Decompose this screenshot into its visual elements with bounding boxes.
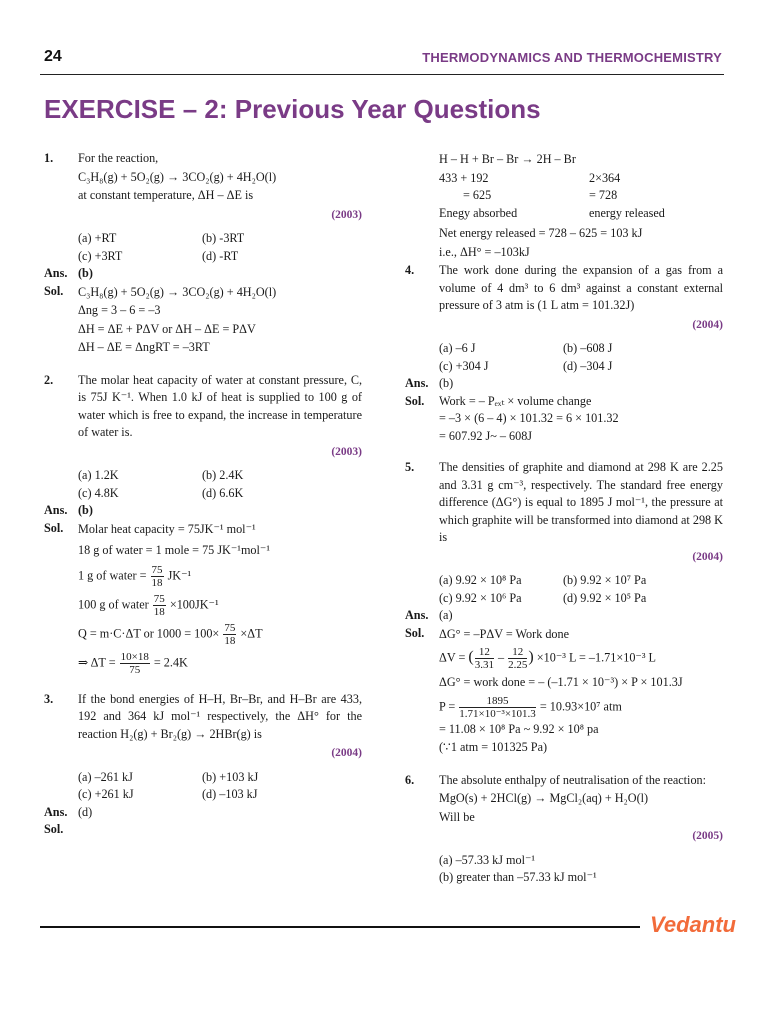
bond-energy-table: 433 + 192 2×364 = 625 = 728 Enegy absorbed energy released [439,170,665,220]
ans-label: Ans. [44,266,68,280]
solution-line: ΔH = ΔE + PΔV or ΔH – ΔE = PΔV [78,321,256,336]
answer: (b) [439,376,454,390]
solution-line: = 11.08 × 10⁸ Pa ~ 9.92 × 10⁸ pa [439,721,599,736]
solution-line: ⇒ ΔT = $\frac{10\times 18}{75}$ = 2.4K [78,650,188,676]
sol-label: Sol. [44,520,64,535]
solution-row [405,625,723,758]
solution-row [405,393,723,446]
question-6 [405,772,723,887]
solution-row [44,520,362,677]
sol-label: Sol. [405,625,425,640]
question-2 [44,372,362,503]
ans-label: Ans. [44,804,68,819]
option-d: (d) –103 kJ [202,787,258,801]
year-tag: (2005) [692,830,723,842]
page-number: 24 [44,48,62,65]
ans-label: Ans. [405,376,429,390]
option-c: (c) 4.8K [78,485,119,500]
solution-line: Δng = 3 – 6 = –3 [78,303,161,317]
option-b: (b) +103 kJ [202,769,259,784]
answer-row [405,607,723,625]
year-tag: (2004) [692,550,723,563]
year-tag: (2003) [331,208,362,221]
reaction-equation: MgO(s) + 2HCl(g) → MgCl₂(aq) + H₂O(l) [439,791,649,805]
options [78,230,362,265]
option-d: (d) -RT [202,248,239,263]
option-b: (b) 2.4K [202,468,244,482]
solution-line: H – H + Br – Br → 2H – Br [439,152,576,166]
option-d: (d) 9.92 × 10⁵ Pa [563,590,647,605]
vedantu-logo: Vedantu [650,912,736,937]
option-c: (c) +304 J [439,358,489,373]
ans-label: Ans. [405,608,429,622]
solution-line: (∵1 atm = 101325 Pa) [439,740,548,754]
solution-line: C₃H₈(g) + 5O₂(g) → 3CO₂(g) + 4H₂O(l) [78,284,277,299]
option-c: (c) 9.92 × 10⁶ Pa [439,590,522,605]
fraction: $\frac{10\times 18}{75}$ [120,650,149,676]
question-5 [405,459,723,607]
year-tag: (2004) [331,747,362,759]
solution-line: P = $\frac{1895}{\text{1.71×10⁻³×101.3}}$ = 10.93×10⁷ atm [439,694,622,720]
question-number: 3. [44,691,54,706]
option-d: (d) –304 J [563,358,613,373]
solution-row [44,821,362,839]
answer-row [44,804,362,822]
right-column [405,150,723,887]
answer-row [405,375,723,393]
answer-row [44,502,362,520]
question-number: 1. [44,151,54,165]
fraction: $\frac{12}{2.25}$ [508,646,528,671]
question-text: at constant temperature, ΔH – ΔE is [78,188,254,202]
footer-divider [40,926,640,928]
option-a: (a) +RT [78,231,117,245]
option-d: (d) 6.6K [202,485,244,500]
question-text: The molar heat capacity of water at constant pressure, C, is 75J K⁻¹. When 1.0 kJ of heat is supplied to 100 g of water which is free to expand, the increase in temperature of water is. [78,372,362,439]
solution-line: ΔH – ΔE = ΔngRT = –3RT [78,340,210,354]
option-a: (a) –261 kJ [78,769,133,784]
answer: (d) [78,804,93,819]
solution-line: i.e., ΔH° = –103kJ [439,244,530,259]
solution-line: Net energy released = 728 – 625 = 103 kJ [439,226,643,240]
solution-line: Molar heat capacity = 75JK⁻¹ mol⁻¹ [78,521,256,536]
fraction: $\frac{1895}{\text{1.71×10⁻³×101.3}}$ [459,694,536,720]
question-number: 2. [44,372,54,387]
options [439,340,723,375]
year-tag: (2004) [692,318,723,331]
chapter-title: THERMODYNAMICS AND THERMOCHEMISTRY [422,50,722,65]
ans-label: Ans. [44,503,68,517]
question-1 [44,150,362,265]
question-text: The absolute enthalpy of neutralisation of the reaction: [439,772,707,787]
answer: (b) [78,266,93,280]
question-3 [44,691,362,804]
header-divider [40,74,724,75]
question-intro: For the reaction, [78,151,159,165]
solution-line: Q = m·C·ΔT or 1000 = 100× $\frac{75}{18}$ ×ΔT [78,621,263,647]
option-b: (b) greater than –57.33 kJ mol⁻¹ [439,870,597,884]
reaction-equation: C₃H₈(g) + 5O₂(g) → 3CO₂(g) + 4H₂O(l) [78,169,277,184]
question-4 [405,262,723,375]
solution-line: ΔG° = –PΔV = Work done [439,626,570,641]
sol-label: Sol. [405,393,425,408]
solution-line: = –3 × (6 – 4) × 101.32 = 6 × 101.32 [439,411,619,425]
solution-line: ΔG° = work done = – (–1.71 × 10⁻³) × P × 101.3J [439,675,683,689]
option-a: (a) 1.2K [78,468,119,482]
answer-row [44,265,362,283]
options [78,769,362,804]
question-text: Will be [439,809,475,824]
year-tag: (2003) [331,445,362,458]
options [439,572,723,607]
solution-line: 18 g of water = 1 mole = 75 JK⁻¹mol⁻¹ [78,543,270,557]
fraction: $\frac{12}{3.31}$ [474,646,494,671]
question-number: 5. [405,460,415,474]
option-c: (c) +261 kJ [78,787,134,801]
option-a: (a) 9.92 × 10⁸ Pa [439,573,522,587]
question-text: If the bond energies of H–H, Br–Br, and H–Br are 433, 192 and 364 kJ mol⁻¹ respectively, the ΔH° for the reaction H₂(g) + Br₂(g) → 2HBr(g) is [78,691,362,741]
fraction: $\frac{75}{18}$ [153,592,165,618]
option-c: (c) +3RT [78,248,123,263]
solution-line: 100 g of water $\frac{75}{18}$ ×100JK⁻¹ [78,592,219,618]
q3-solution-continued [405,150,723,262]
option-a: (a) –57.33 kJ mol⁻¹ [439,852,536,867]
question-number: 6. [405,772,415,787]
fraction: $\frac{75}{18}$ [151,563,163,589]
question-text: The work done during the expansion of a gas from a volume of 4 dm³ to 6 dm³ against a constant external pressure of 3 atm is (1 L atm = 101.32J) [439,263,723,312]
option-b: (b) -3RT [202,231,245,245]
question-number: 4. [405,263,415,277]
options [78,467,362,502]
left-column [44,150,362,839]
fraction: $\frac{75}{18}$ [224,621,236,647]
answer: (b) [78,503,93,517]
exercise-title: EXERCISE – 2: Previous Year Questions [44,94,541,124]
sol-label: Sol. [44,822,64,836]
solution-line: Work = – Pₑₓₜ × volume change [439,393,592,408]
solution-line: 1 g of water = $\frac{75}{18}$ JK⁻¹ [78,563,192,589]
option-a: (a) –6 J [439,341,476,355]
solution-line: ΔV = ( $\frac{12}{3.31}$ – $\frac{12}{2.25}$ ) ×10⁻³ L = –1.71×10⁻³ L [439,646,656,671]
solution-row [44,283,362,358]
question-text: The densities of graphite and diamond at 298 K are 2.25 and 3.31 g cm⁻³, respectively. The standard free energy difference (ΔG°) is equal to 1895 J mol⁻¹, the pressure at which graphite will be transformed into diamond at 298 K is [439,460,723,544]
option-b: (b) –608 J [563,341,613,355]
sol-label: Sol. [44,283,64,298]
solution-line: = 607.92 J~ – 608J [439,428,533,443]
answer: (a) [439,608,453,622]
option-b: (b) 9.92 × 10⁷ Pa [563,573,647,587]
